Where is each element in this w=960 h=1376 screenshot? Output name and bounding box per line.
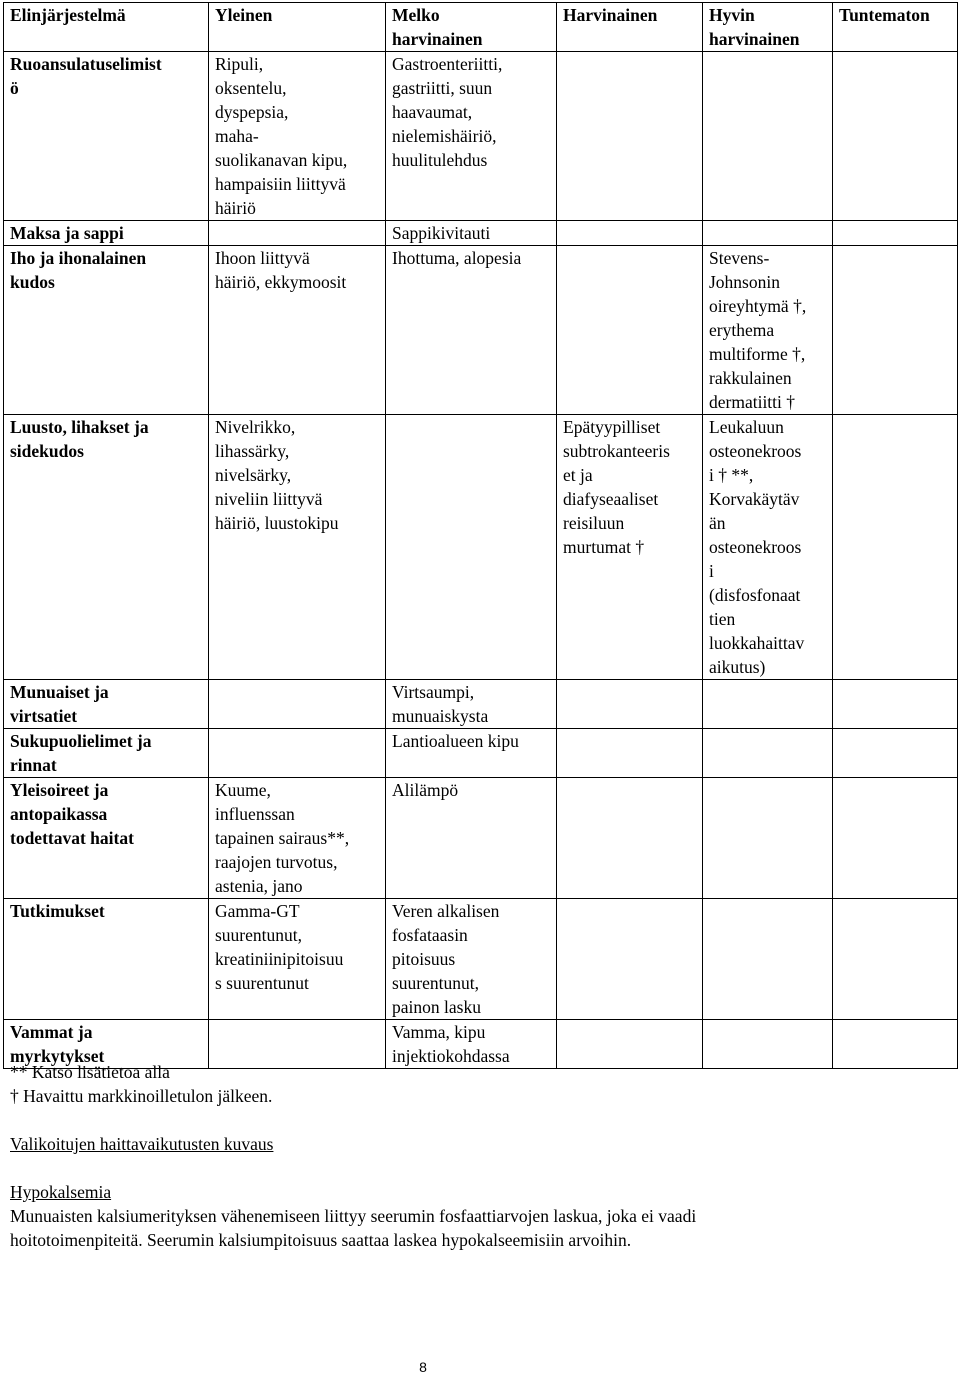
unknown-cell: [833, 729, 958, 778]
footnote-more-info: ** Katso lisätietoa alla: [10, 1062, 170, 1082]
uncommon-cell: Veren alkalisen fosfataasin pitoisuus suurentunut, painon lasku: [386, 899, 557, 1020]
subsection-title: Hypokalsemia: [10, 1182, 112, 1202]
uncommon-cell: Vamma, kipu injektiokohdassa: [386, 1020, 557, 1069]
table-row: [4, 415, 958, 680]
unknown-cell: [833, 1020, 958, 1069]
very-rare-cell: [703, 221, 833, 246]
unknown-cell: [833, 415, 958, 680]
organ-cell: Vammat ja myrkytykset: [4, 1020, 209, 1069]
paragraph-line: Munuaisten kalsiumerityksen vähenemiseen liittyy seerumin fosfaattiarvojen laskua, joka ei vaadi: [10, 1206, 697, 1226]
very-rare-cell: [703, 680, 833, 729]
organ-cell: Iho ja ihonalainen kudos: [4, 246, 209, 415]
rare-cell: [557, 680, 703, 729]
organ-cell: Tutkimukset: [4, 899, 209, 1020]
uncommon-cell: Ihottuma, alopesia: [386, 246, 557, 415]
very-rare-cell: [703, 899, 833, 1020]
unknown-cell: [833, 221, 958, 246]
organ-cell: Maksa ja sappi: [4, 221, 209, 246]
table-row: [4, 778, 958, 899]
section-title: Valikoitujen haittavaikutusten kuvaus: [10, 1134, 274, 1154]
common-cell: Kuume, influenssan tapainen sairaus**, raajojen turvotus, astenia, jano: [209, 778, 386, 899]
table-footnotes: [10, 1060, 530, 1108]
very-rare-cell: [703, 778, 833, 899]
very-rare-cell: Stevens- Johnsonin oireyhtymä †, erythema multiforme †, rakkulainen dermatiitti †: [703, 246, 833, 415]
page-number: 8: [419, 1359, 427, 1375]
very-rare-cell: Leukaluun osteonekroos i † **, Korvakäytäv än osteonekroos i (disfosfonaat tien luokkahaittav aikutus): [703, 415, 833, 680]
unknown-cell: [833, 680, 958, 729]
organ-cell: Ruoansulatuselimist ö: [4, 52, 209, 221]
organ-cell: Sukupuolielimet ja rinnat: [4, 729, 209, 778]
common-cell: Ihoon liittyvä häiriö, ekkymoosit: [209, 246, 386, 415]
table-row: [4, 221, 958, 246]
uncommon-cell: Sappikivitauti: [386, 221, 557, 246]
rare-cell: [557, 729, 703, 778]
uncommon-cell: Virtsaumpi, munuaiskysta: [386, 680, 557, 729]
table-row: [4, 680, 958, 729]
footnote-post-marketing: † Havaittu markkinoilletulon jälkeen.: [10, 1086, 273, 1106]
organ-cell: Munuaiset ja virtsatiet: [4, 680, 209, 729]
table-row: [4, 246, 958, 415]
header-very-rare: Hyvin harvinainen: [703, 3, 833, 52]
uncommon-cell: Gastroenteriitti, gastriitti, suun haavaumat, nielemishäiriö, huulitulehdus: [386, 52, 557, 221]
unknown-cell: [833, 246, 958, 415]
adverse-reactions-table: [3, 2, 958, 1069]
header-organ-system: Elinjärjestelmä: [4, 3, 209, 52]
paragraph: [10, 1204, 910, 1252]
uncommon-cell: Alilämpö: [386, 778, 557, 899]
rare-cell: [557, 778, 703, 899]
rare-cell: [557, 221, 703, 246]
very-rare-cell: [703, 729, 833, 778]
header-unknown: Tuntematon: [833, 3, 958, 52]
unknown-cell: [833, 899, 958, 1020]
table-row: [4, 52, 958, 221]
common-cell: Gamma-GT suurentunut, kreatiniinipitoisuu s suurentunut: [209, 899, 386, 1020]
unknown-cell: [833, 52, 958, 221]
very-rare-cell: [703, 52, 833, 221]
rare-cell: Epätyypilliset subtrokanteeris et ja diafyseaaliset reisiluun murtumat †: [557, 415, 703, 680]
common-cell: Ripuli, oksentelu, dyspepsia, maha- suolikanavan kipu, hampaisiin liittyvä häiriö: [209, 52, 386, 221]
unknown-cell: [833, 778, 958, 899]
rare-cell: [557, 899, 703, 1020]
very-rare-cell: [703, 1020, 833, 1069]
header-rare: Harvinainen: [557, 3, 703, 52]
common-cell: Nivelrikko, lihassärky, nivelsärky, niveliin liittyvä häiriö, luustokipu: [209, 415, 386, 680]
common-cell: [209, 680, 386, 729]
table-header-row: [4, 3, 958, 52]
rare-cell: [557, 52, 703, 221]
rare-cell: [557, 246, 703, 415]
common-cell: [209, 221, 386, 246]
paragraph-line: hoitotoimenpiteitä. Seerumin kalsiumpitoisuus saattaa laskea hypokalseemisiin arvoihin.: [10, 1230, 632, 1250]
organ-cell: Yleisoireet ja antopaikassa todettavat haitat: [4, 778, 209, 899]
rare-cell: [557, 1020, 703, 1069]
common-cell: [209, 729, 386, 778]
uncommon-cell: [386, 415, 557, 680]
table-row: [4, 899, 958, 1020]
header-common: Yleinen: [209, 3, 386, 52]
header-uncommon: Melko harvinainen: [386, 3, 557, 52]
organ-cell: Luusto, lihakset ja sidekudos: [4, 415, 209, 680]
table-row: [4, 729, 958, 778]
uncommon-cell: Lantioalueen kipu: [386, 729, 557, 778]
